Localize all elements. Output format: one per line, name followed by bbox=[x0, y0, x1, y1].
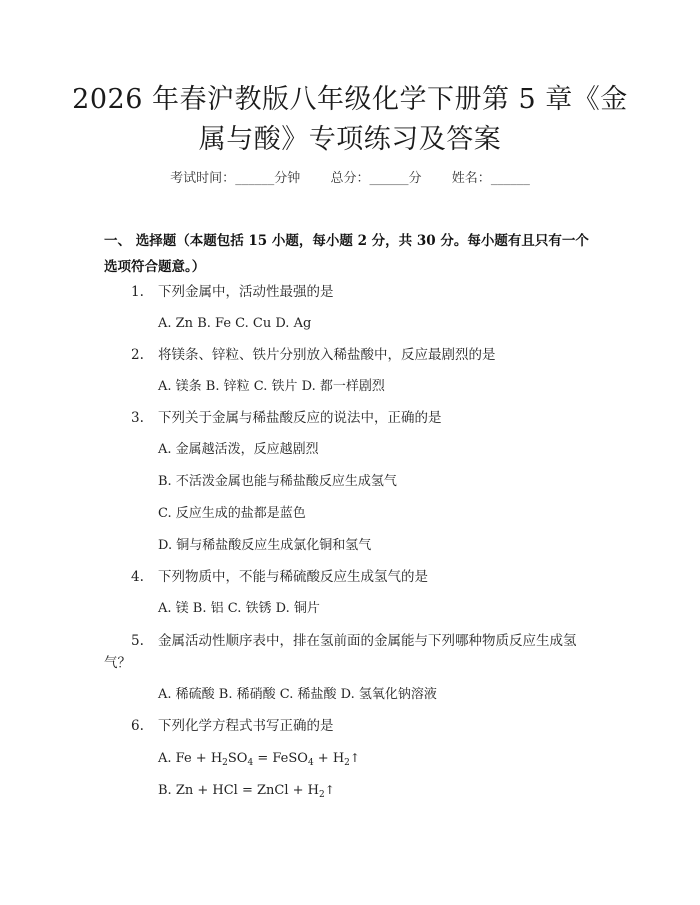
name-label: 姓名： bbox=[451, 171, 491, 186]
question-text: 下列关于金属与稀盐酸反应的说法中，正确的是 bbox=[158, 410, 442, 426]
question-1-options: A. Zn B. Fe C. Cu D. Ag bbox=[158, 316, 312, 331]
question-4 bbox=[131, 566, 591, 588]
question-text: 下列化学方程式书写正确的是 bbox=[158, 718, 334, 734]
question-number: 6. bbox=[131, 718, 144, 734]
question-text: 下列金属中，活动性最强的是 bbox=[158, 284, 334, 300]
question-number: 3. bbox=[131, 410, 144, 426]
question-6-option-b: B. Zn + HCl = ZnCl + $H_2↑$ bbox=[158, 783, 335, 800]
total-score-blank: ______ bbox=[369, 171, 409, 186]
question-3-option-d: D. 铜与稀盐酸反应生成氯化铜和氢气 bbox=[158, 538, 372, 553]
question-6-option-a: A. $Fe + H_2SO_4$ = FeSO$_4$ + $H_2↑$ bbox=[158, 751, 360, 768]
exam-time-unit: 分钟 bbox=[274, 171, 301, 186]
total-score-label: 总分： bbox=[330, 171, 370, 186]
question-text: 金属活动性顺序表中，排在氢前面的金属能与下列哪种物质反应生成氢气？ bbox=[104, 633, 577, 671]
question-6 bbox=[131, 715, 591, 737]
question-text: 下列物质中，不能与稀硫酸反应生成氢气的是 bbox=[158, 569, 428, 585]
name-blank: ______ bbox=[490, 171, 530, 186]
exam-time-blank: ______ bbox=[235, 171, 275, 186]
question-text: 将镁条、锌粒、铁片分别放入稀盐酸中，反应最剧烈的是 bbox=[158, 347, 496, 363]
question-4-options: A. 镁 B. 铝 C. 铁锈 D. 铜片 bbox=[158, 601, 320, 616]
question-5-options: A. 稀硫酸 B. 稀硝酸 C. 稀盐酸 D. 氢氧化钠溶液 bbox=[158, 687, 437, 702]
title-line-1: 2026 年春沪教版八年级化学下册第 5 章《金 bbox=[72, 84, 628, 115]
question-2 bbox=[131, 344, 591, 366]
question-number: 5. bbox=[131, 633, 144, 649]
question-number: 4. bbox=[131, 569, 144, 585]
gas-arrow-icon: ↑ bbox=[349, 751, 360, 765]
question-3 bbox=[131, 407, 591, 429]
question-3-option-c: C. 反应生成的盐都是蓝色 bbox=[158, 506, 306, 521]
question-3-option-b: B. 不活泼金属也能与稀盐酸反应生成氢气 bbox=[158, 474, 397, 489]
section-heading: 一、 选择题（本题包括 15 小题，每小题 2 分，共 30 分。每小题有且只有一个选项符合题意。） bbox=[104, 233, 589, 275]
gas-arrow-icon: ↑ bbox=[324, 783, 335, 797]
question-3-option-a: A. 金属越活泼，反应越剧烈 bbox=[158, 442, 319, 457]
question-number: 2. bbox=[131, 347, 144, 363]
title-line-2: 属与酸》专项练习及答案 bbox=[198, 124, 502, 155]
question-5 bbox=[104, 630, 588, 674]
document-title bbox=[60, 80, 640, 160]
question-2-options: A. 镁条 B. 锌粒 C. 铁片 D. 都一样剧烈 bbox=[158, 379, 385, 394]
exam-info bbox=[0, 167, 700, 186]
total-score-unit: 分 bbox=[408, 171, 422, 186]
question-1 bbox=[131, 281, 591, 303]
exam-time-label: 考试时间： bbox=[170, 171, 236, 186]
question-number: 1. bbox=[131, 284, 144, 300]
